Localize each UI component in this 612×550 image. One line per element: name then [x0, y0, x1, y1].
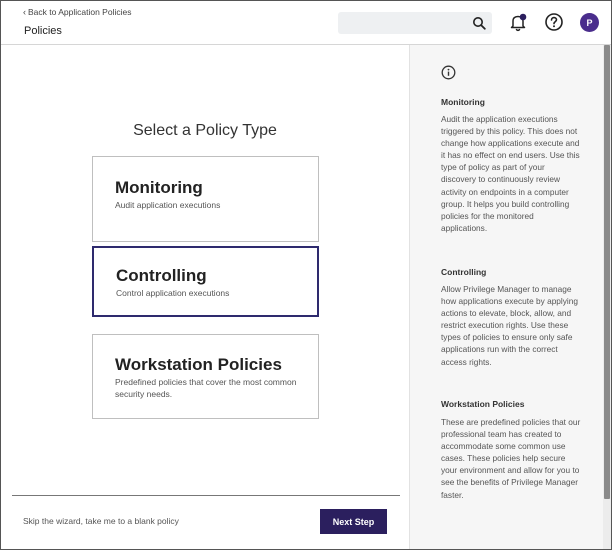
back-link-label: Back to Application Policies — [28, 7, 132, 17]
next-step-button[interactable]: Next Step — [320, 509, 387, 534]
app-header — [1, 1, 611, 45]
search-input[interactable] — [338, 12, 466, 34]
back-link[interactable] — [23, 7, 131, 17]
card-title: Monitoring — [115, 178, 203, 197]
side-section-body-monitoring: Audit the application executions triggered by this policy. This does not change how applications execute and it has no effect on end users. Use this type of policy as part of your discovery to continuously review activity on endpoints in a computer group. It helps you build controlling policies for the monitored applications. — [441, 114, 580, 233]
notification-dot — [520, 14, 527, 21]
info-icon — [441, 65, 456, 80]
select-policy-heading: Select a Policy Type — [133, 122, 277, 139]
side-panel-scrollbar[interactable] — [603, 45, 611, 549]
avatar[interactable]: P — [580, 13, 599, 32]
side-section-body-controlling: Allow Privilege Manager to manage how applications execute by applying actions to elevate, block, allow, and restrict execution rights. Use these types of policies to ensure only safe applications run with the correct access rights. — [441, 284, 578, 367]
side-section-body-workstation: These are predefined policies that our professional team has created to accommodate some common use cases. These policies help secure your environment and allow for you to see the benefits of Privilege Manager faster. — [441, 417, 581, 500]
side-section-title-monitoring: Monitoring — [441, 97, 485, 107]
help-side-panel — [409, 45, 603, 549]
card-title: Workstation Policies — [115, 355, 282, 374]
policy-card-controlling[interactable] — [92, 246, 319, 317]
chevron-left-icon: ‹ — [23, 7, 26, 17]
scrollbar-thumb[interactable] — [604, 45, 610, 499]
skip-wizard-link[interactable]: Skip the wizard, take me to a blank policy — [23, 516, 179, 526]
card-description: Predefined policies that cover the most common security needs. — [115, 377, 297, 399]
main-content — [1, 45, 409, 549]
search-box[interactable] — [338, 12, 492, 34]
side-section-title-workstation: Workstation Policies — [441, 399, 525, 409]
page-title: Policies — [24, 25, 62, 37]
side-section-title-controlling: Controlling — [441, 267, 487, 277]
card-title: Controlling — [116, 266, 207, 285]
footer-divider — [12, 495, 400, 496]
policy-card-workstation[interactable] — [92, 334, 319, 419]
card-description: Audit application executions — [115, 200, 221, 210]
help-icon[interactable] — [544, 12, 564, 32]
search-icon[interactable] — [472, 16, 486, 30]
policy-card-monitoring[interactable] — [92, 156, 319, 242]
bell-icon[interactable] — [508, 12, 528, 32]
card-description: Control application executions — [116, 288, 230, 298]
